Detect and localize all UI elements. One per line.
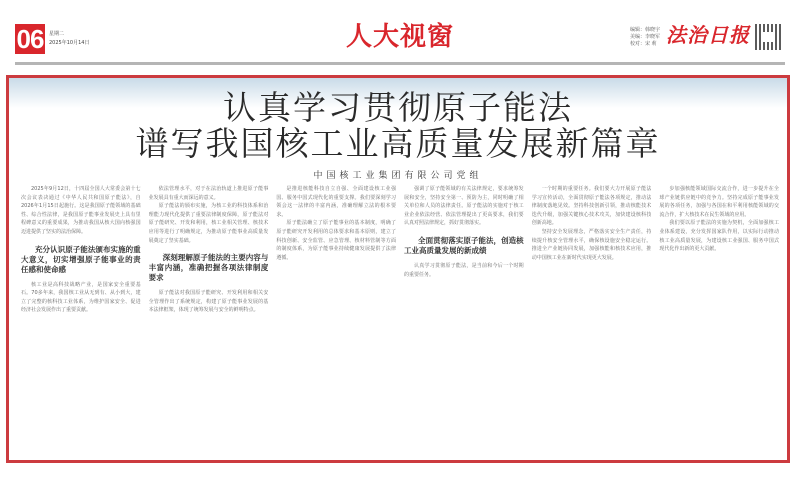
- headline-line-1: 认真学习贯彻原子能法: [223, 88, 573, 127]
- subheading-3: 全面贯彻落实原子能法，创造核工业高质量发展的新成绩: [404, 235, 524, 255]
- article-columns: [21, 185, 779, 455]
- column-2: [149, 185, 269, 455]
- paragraph: 一个时期的重要任务。我们要大力开展原子能法学习宣传活动，全面贯彻原子能法各项规定，推动法律制度落地见效。坚持科技创新引领，推动核能技术迭代升级，加强关键核心技术攻关，加快建设核科技创新高地。: [531, 186, 652, 227]
- column-6: [659, 185, 779, 455]
- header-divider: [15, 62, 785, 65]
- article-box: [6, 75, 790, 463]
- subheading-1: 充分认识原子能法颁布实施的重大意义，切实增强原子能事业的责任感和使命感: [21, 244, 141, 274]
- column-5: [532, 185, 652, 455]
- paragraph: 原子能法确立了原子能事业的基本制度，明确了原子能研究开发利用的总体要求和基本原则，建立了科技创新、安全监管、应急管理、核材料管制等方面的制度体系，为原子能事业持续健康发展提供了法律遵循。: [276, 220, 397, 261]
- paragraph: 我们要以原子能法的实施为契机，全面加强核工业体系建设，充分发挥国家队作用，以实际行动推动核工业高质量发展，为建设核工业强国、服务中国式现代化作出新的更大贡献。: [659, 220, 780, 253]
- qr-code-icon: [755, 24, 781, 50]
- page-header: [0, 0, 800, 62]
- paragraph: 步加强核能领域国际交流合作，进一步提升在全球产业链供应链中的竞争力。坚持完成原子能事业发展的各项任务，加强与各国在和平利用核能领域的交流合作，扩大核技术在民生领域的应用。: [659, 186, 780, 218]
- credit-editor: 编辑：韩晓宇: [630, 27, 661, 33]
- column-4: [404, 185, 524, 455]
- credit-designer: 美编：李晓军: [630, 34, 661, 40]
- newspaper-logo: 法治日报: [666, 23, 750, 47]
- issue-date: 2025年10月14日: [49, 40, 90, 46]
- credit-proofreader: 校对：宋 莉: [630, 41, 657, 47]
- paragraph: 认真学习贯彻原子能法，是当前和今后一个时期的重要任务。: [404, 262, 524, 278]
- column-3: [276, 185, 396, 455]
- subheading-2: 深刻理解原子能法的主要内容与丰富内涵，准确把握各项法律制度要求: [148, 253, 269, 283]
- section-title: 人大视窗: [345, 22, 454, 52]
- weekday: 星期二: [49, 31, 65, 37]
- page-number: 06: [16, 24, 44, 54]
- paragraph: 核工业是高科技战略产业，是国家安全重要基石。70多年来，我国核工业从无到有、从小到大，建立了完整的核科技工业体系，为维护国家安全、促进经济社会发展作出了重要贡献。: [21, 281, 141, 314]
- paragraph: 是推进核能科技自立自强、全面建设核工业强国、服务中国式现代化的重要支撑。我们要深刻学习领会这一法律的丰富内涵，准确理解立法的根本要求。: [276, 186, 397, 218]
- byline: 中国核工业集团有限公司党组: [313, 171, 483, 181]
- paragraph: 2025年9月12日，十四届全国人大常委会第十七次会议表决通过《中华人民共和国原子能法》，自2026年1月15日起施行。这是我国原子能领域的基础性、综合性法律，是我国原子能事业发展史上具有里程碑意义的重要成果，为推动我国从核大国向核强国迈进提供了坚实的法治保障。: [21, 186, 141, 235]
- paragraph: 原子能法的颁布实施，为核工业的科技体系和治理能力现代化提供了重要法律制度保障，原子能法对原子能研究、开发和利用，核工业相关管理、核技术应用等进行了明确规定，为推动原子能事业高质量发展奠定了坚实基础。: [148, 203, 269, 244]
- date-block: [49, 30, 89, 48]
- paragraph: 强调了原子能领域的有关法律规定，要求统筹发展和安全，坚持安全第一、预防为主，同时明确了相关单位和人员的法律责任。原子能法的实施对于核工业企业依法经营、依法管理提出了更高要求，我们要认真对照法律规定，抓好贯彻落实。: [404, 186, 524, 227]
- paragraph: 依法管理水平，对于在法治轨道上推进原子能事业发展具有重大而深远的意义。: [148, 186, 269, 201]
- editorial-credits: [630, 27, 660, 48]
- headline-line-2: 谱写我国核工业高质量发展新篇章: [135, 124, 661, 163]
- paragraph: 坚持安全发展理念，严格落实安全生产责任，持续提升核安全管理水平，确保核设施安全稳定运行。推进全产业链协同发展，加强核能和核技术应用，推动中国核工业在新时代实现更大发展。: [531, 228, 652, 261]
- column-1: [21, 185, 141, 455]
- paragraph: 原子能法对我国原子能研究、开发利用和相关安全管理作出了系统规定，构建了原子能事业发展的基本法律框架，体现了统筹发展与安全的鲜明特点。: [148, 290, 269, 314]
